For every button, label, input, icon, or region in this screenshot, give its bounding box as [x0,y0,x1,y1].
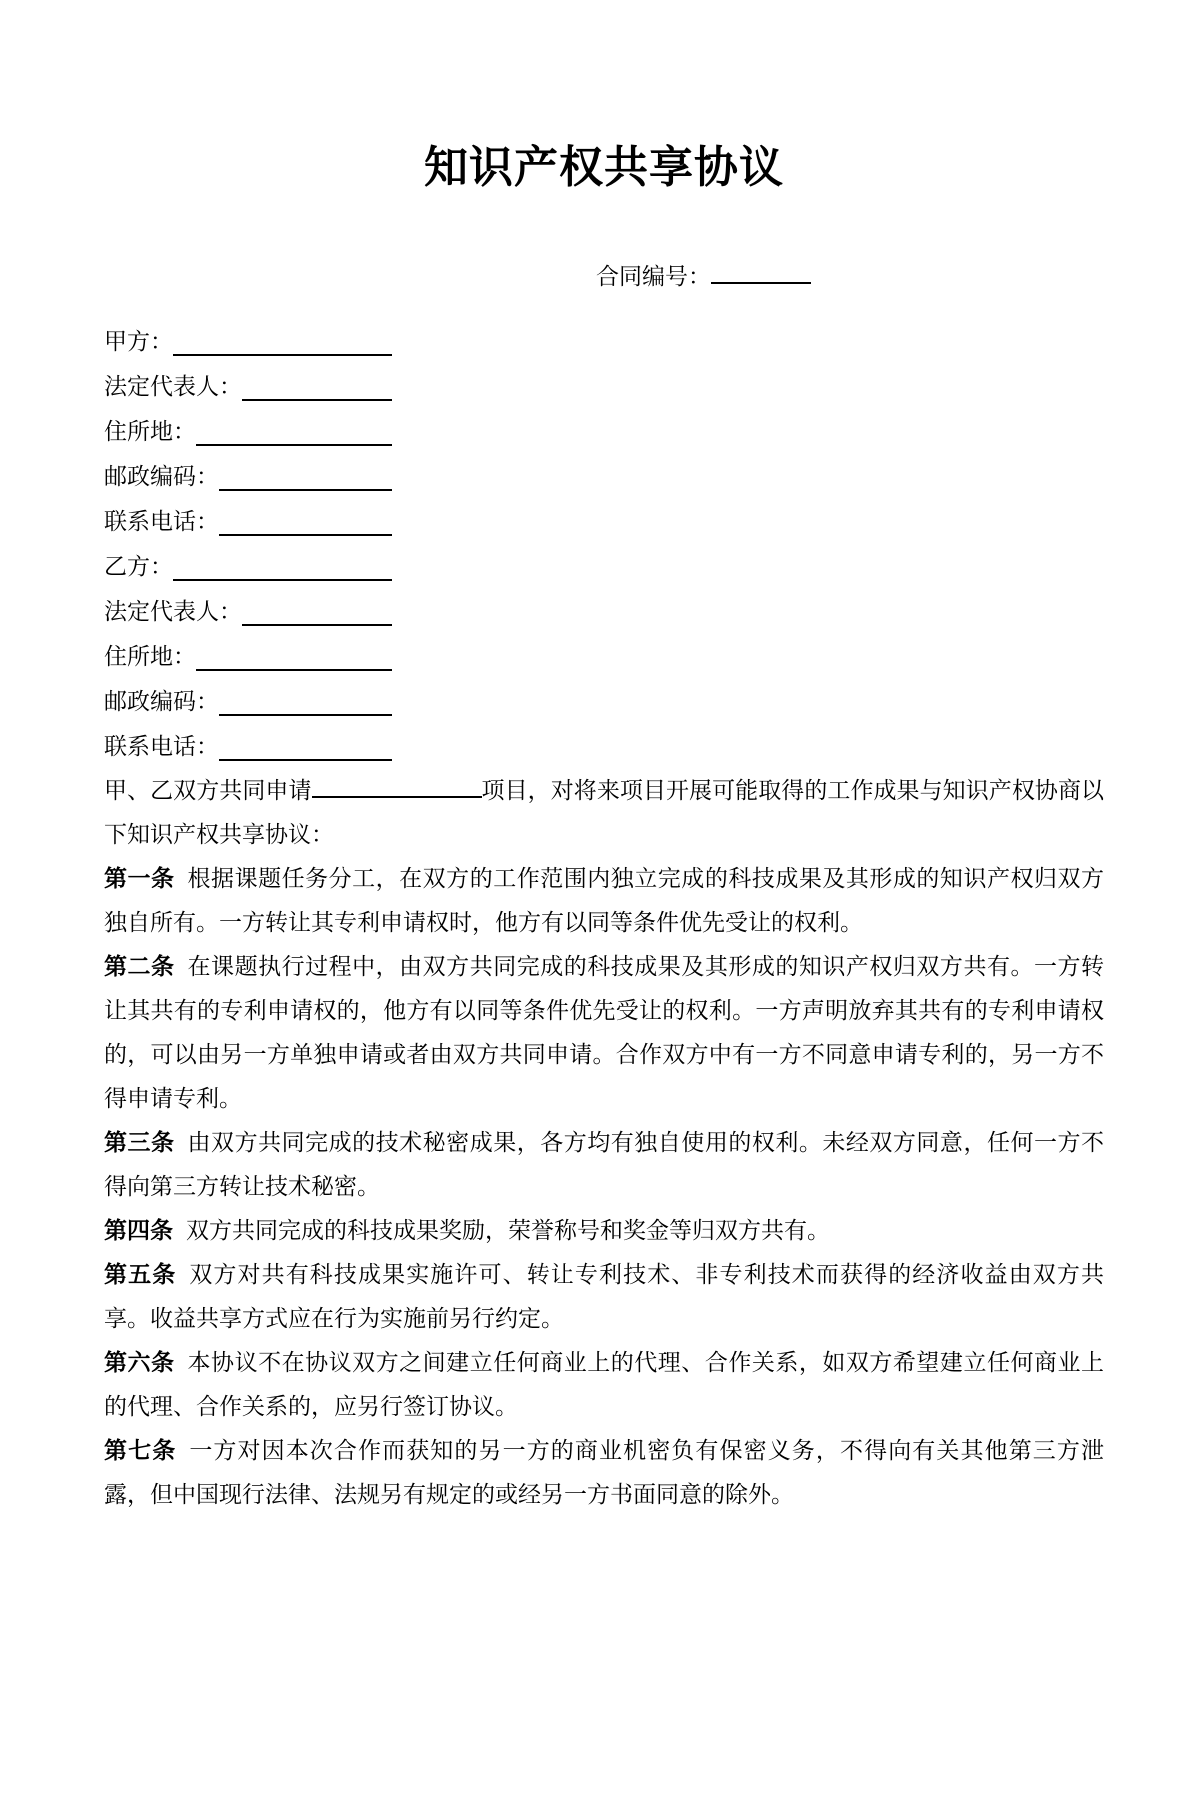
article-7-text: 一方对因本次合作而获知的另一方的商业机密负有保密义务，不得向有关其他第三方泄露，但中国现行法律、法规另有规定的或经另一方书面同意的除外。 [104,1437,1105,1507]
field-label: 乙方： [104,553,173,579]
article-6-text: 本协议不在协议双方之间建立任何商业上的代理、合作关系，如双方希望建立任何商业上的代理、合作关系的，应另行签订协议。 [104,1349,1105,1419]
field-blank [173,579,392,581]
article-1 [104,856,1104,944]
field-label: 住所地： [104,418,196,444]
article-2 [104,944,1104,1120]
contract-number-row [596,256,1104,296]
field-row-party-b-postcode [104,678,392,723]
intro-text-after: 项目，对将来项目开展可能取得的工作成果与知识产权协商以下知识产权共享协议： [104,777,1105,847]
intro-paragraph [104,768,1104,856]
field-row-party-b [104,543,392,588]
article-6-label: 第六条 [104,1349,175,1375]
field-row-party-a [104,318,392,363]
field-blank [196,669,392,671]
field-label: 联系电话： [104,733,219,759]
field-row-party-a-address [104,408,392,453]
article-3-text: 由双方共同完成的技术秘密成果，各方均有独自使用的权利。未经双方同意，任何一方不得向第三方转让技术秘密。 [104,1129,1105,1199]
article-7-label: 第七条 [104,1437,177,1463]
field-row-party-a-postcode [104,453,392,498]
article-6 [104,1340,1104,1428]
article-5 [104,1252,1104,1340]
field-label: 联系电话： [104,508,219,534]
field-row-party-a-representative [104,363,392,408]
article-4-text: 双方共同完成的科技成果奖励，荣誉称号和奖金等归双方共有。 [186,1217,830,1243]
party-fields [104,318,1104,768]
article-1-label: 第一条 [104,865,175,891]
field-row-party-b-phone [104,723,392,768]
contract-number-blank [711,282,811,284]
field-label: 邮政编码： [104,463,219,489]
article-3 [104,1120,1104,1208]
article-3-label: 第三条 [104,1129,175,1155]
article-4-label: 第四条 [104,1217,173,1243]
page-title: 知识产权共享协议 [424,143,784,192]
field-row-party-a-phone [104,498,392,543]
article-2-label: 第二条 [104,953,175,979]
intro-text-before: 甲、乙双方共同申请 [104,777,312,803]
document-page [0,136,1190,1819]
field-blank [219,534,392,536]
article-5-label: 第五条 [104,1261,177,1287]
field-row-party-b-representative [104,588,392,633]
field-blank [219,714,392,716]
field-label: 住所地： [104,643,196,669]
field-blank [242,624,392,626]
field-label: 邮政编码： [104,688,219,714]
field-blank [196,444,392,446]
field-row-party-b-address [104,633,392,678]
field-blank [219,759,392,761]
article-5-text: 双方对共有科技成果实施许可、转让专利技术、非专利技术而获得的经济收益由双方共享。收益共享方式应在行为实施前另行约定。 [104,1261,1105,1331]
field-blank [173,354,392,356]
contract-number-label: 合同编号： [596,263,711,289]
field-blank [242,399,392,401]
article-4 [104,1208,1104,1252]
field-label: 甲方： [104,328,173,354]
field-label: 法定代表人： [104,373,242,399]
article-7 [104,1428,1104,1516]
project-name-blank [312,796,482,798]
document-content [0,136,1190,1556]
field-blank [219,489,392,491]
article-2-text: 在课题执行过程中，由双方共同完成的科技成果及其形成的知识产权归双方共有。一方转让其共有的专利申请权的，他方有以同等条件优先受让的权利。一方声明放弃其共有的专利申请权的，可以由另一方单独申请或者由双方共同申请。合作双方中有一方不同意申请专利的，另一方不得申请专利。 [104,953,1105,1111]
article-1-text: 根据课题任务分工，在双方的工作范围内独立完成的科技成果及其形成的知识产权归双方独自所有。一方转让其专利申请权时，他方有以同等条件优先受让的权利。 [104,865,1105,935]
field-label: 法定代表人： [104,598,242,624]
